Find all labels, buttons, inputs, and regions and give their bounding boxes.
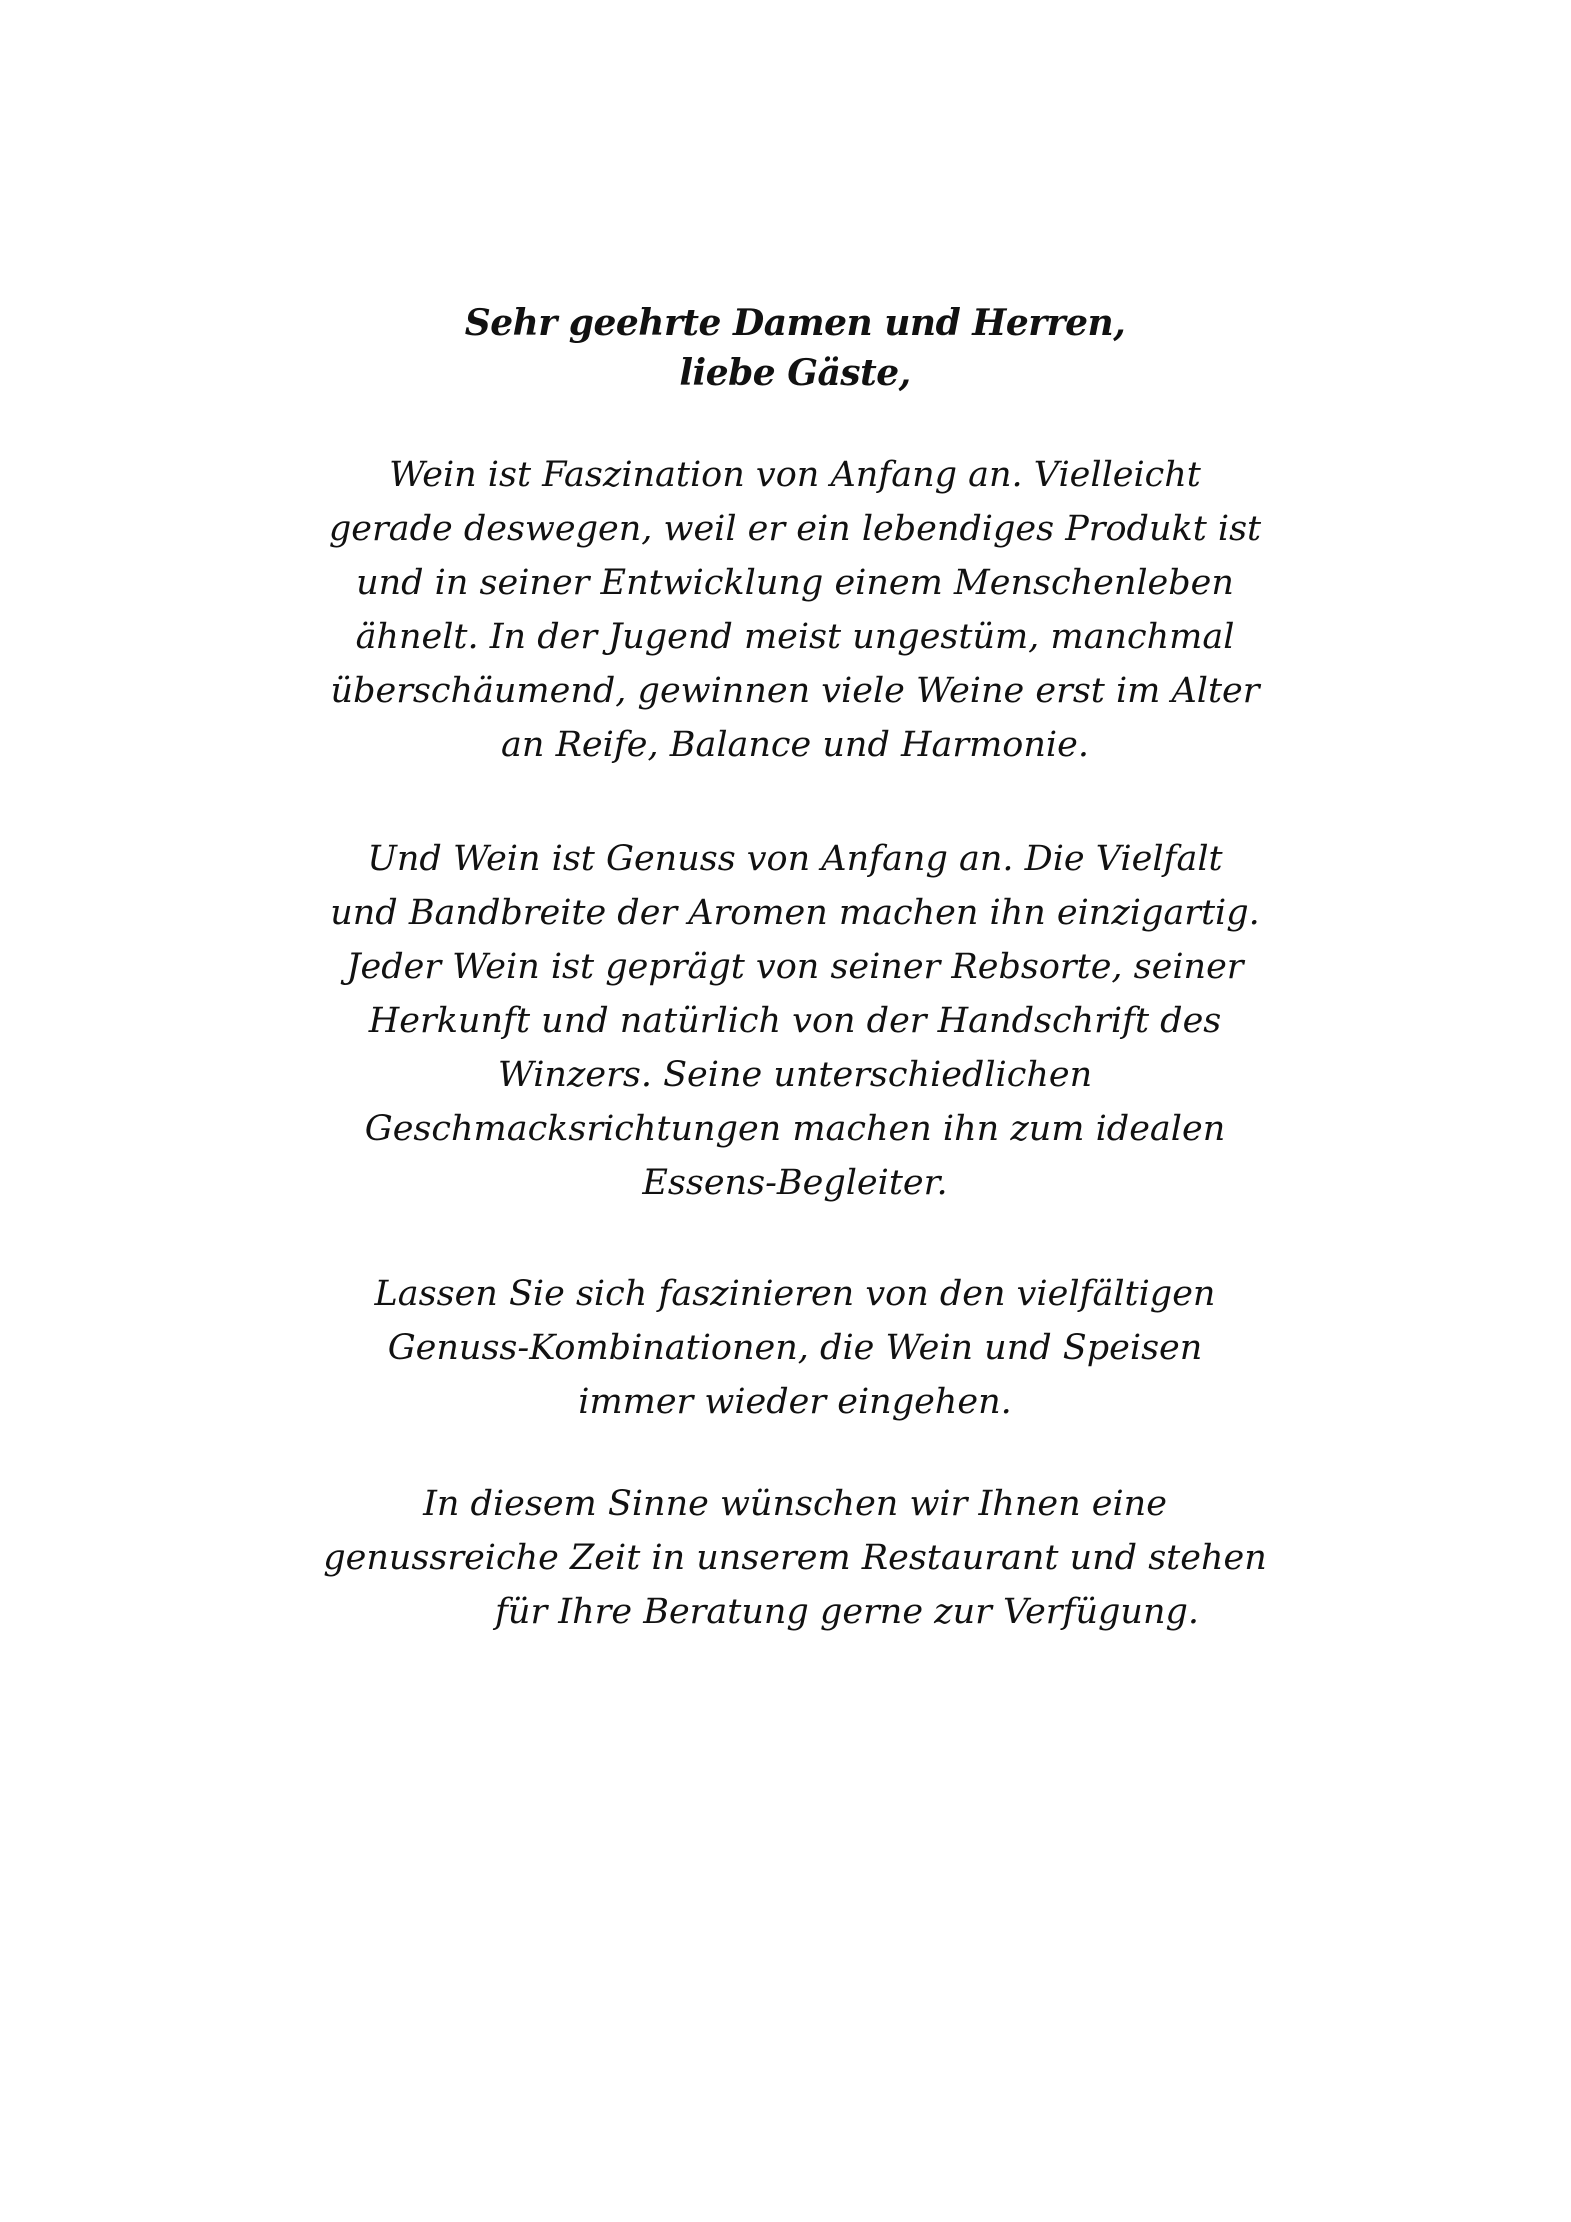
paragraph-line: Jeder Wein ist geprägt von seiner Rebsorte, seiner xyxy=(346,947,1244,987)
salutation-line: Sehr geehrte Damen und Herren, xyxy=(464,302,1126,344)
paragraph-line: Lassen Sie sich faszinieren von den vielfältigen xyxy=(374,1274,1216,1314)
salutation-heading xyxy=(300,298,1290,398)
paragraph-faszination xyxy=(300,448,1290,772)
salutation-line: liebe Gäste, xyxy=(679,352,911,394)
paragraph-closing xyxy=(300,1477,1290,1639)
paragraph-line: überschäumend, gewinnen viele Weine erst im Alter xyxy=(330,671,1260,711)
paragraph-line: Genuss-Kombinationen, die Wein und Speisen xyxy=(387,1328,1203,1368)
paragraph-line: Herkunft und natürlich von der Handschrift des xyxy=(368,1001,1222,1041)
paragraph-line: genussreiche Zeit in unserem Restaurant und stehen xyxy=(323,1538,1267,1578)
paragraph-line: Geschmacksrichtungen machen ihn zum idealen xyxy=(364,1109,1226,1149)
paragraph-line: Wein ist Faszination von Anfang an. Vielleicht xyxy=(389,455,1201,495)
paragraph-line: und Bandbreite der Aromen machen ihn einzigartig. xyxy=(330,893,1260,933)
paragraph-line: gerade deswegen, weil er ein lebendiges Produkt ist xyxy=(328,509,1262,549)
letter-body xyxy=(300,298,1290,1639)
paragraph-genuss xyxy=(300,832,1290,1210)
paragraph-line: und in seiner Entwicklung einem Menschenleben xyxy=(356,563,1234,603)
paragraph-line: In diesem Sinne wünschen wir Ihnen eine xyxy=(423,1484,1167,1524)
paragraph-line: Und Wein ist Genuss von Anfang an. Die Vielfalt xyxy=(367,839,1223,879)
paragraph-kombinationen xyxy=(300,1267,1290,1429)
paragraph-line: an Reife, Balance und Harmonie. xyxy=(501,725,1089,765)
paragraph-line: für Ihre Beratung gerne zur Verfügung. xyxy=(494,1592,1200,1632)
paragraph-line: ähnelt. In der Jugend meist ungestüm, manchmal xyxy=(355,617,1235,657)
paragraph-line: immer wieder eingehen. xyxy=(578,1382,1012,1422)
paragraph-line: Winzers. Seine unterschiedlichen xyxy=(497,1055,1093,1095)
paragraph-line: Essens-Begleiter. xyxy=(642,1163,948,1203)
